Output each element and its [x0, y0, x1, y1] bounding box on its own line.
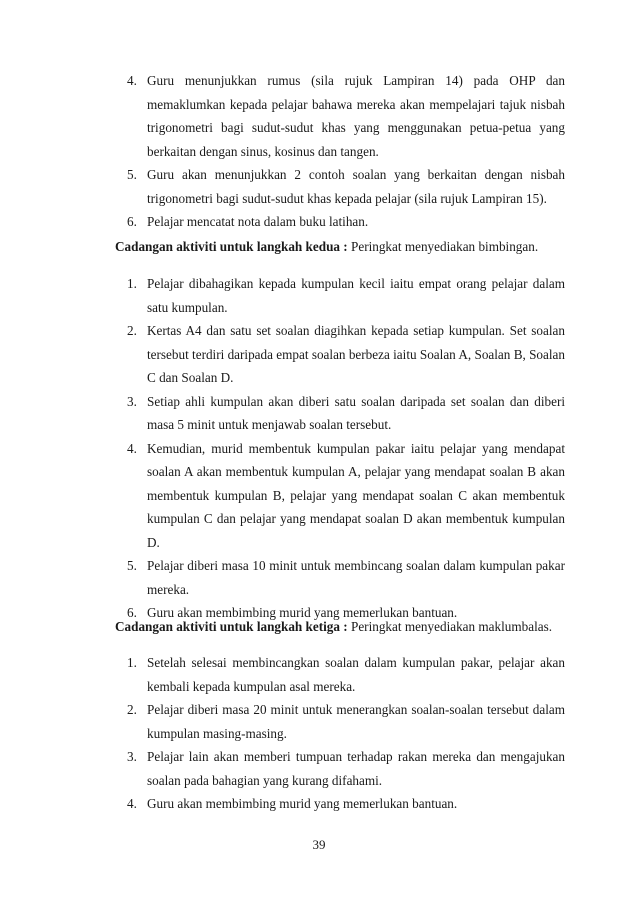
list-item-text: Guru menunjukkan rumus (sila rujuk Lampiran 14) pada OHP dan memaklumkan kepada pelajar bahawa mereka akan mempelajari tajuk nisbah trigonometri bagi sudut-sudut khas yang menggunakan petua-petua yang berkaitan dengan sinus, kosinus dan tangen. — [147, 73, 565, 159]
list-item-text: Pelajar diberi masa 20 minit untuk menerangkan soalan-soalan tersebut dalam kumpulan masing-masing. — [147, 702, 565, 741]
list-item — [115, 319, 565, 390]
list-item-number: 4. — [127, 73, 137, 88]
list-item-text: Kemudian, murid membentuk kumpulan pakar iaitu pelajar yang mendapat soalan A akan membentuk kumpulan A, pelajar yang mendapat soalan B akan membentuk kumpulan B, pelajar yang mendapat soalan C akan membentuk kumpulan C dan pelajar yang mendapat soalan D akan membentuk kumpulan D. — [147, 440, 565, 550]
list-item — [115, 272, 565, 319]
list-item-number: 1. — [127, 276, 137, 291]
list-item-number: 3. — [127, 393, 137, 409]
list-item-number: 5. — [127, 167, 137, 182]
list-item — [115, 698, 565, 745]
section-heading-ketiga — [115, 617, 575, 637]
list-item-number: 1. — [127, 655, 137, 670]
list-item-number: 4. — [127, 796, 137, 811]
list-item — [115, 163, 565, 210]
list-item-text: Pelajar mencatat nota dalam buku latihan. — [147, 214, 369, 229]
page-number: 39 — [312, 837, 326, 852]
list-item-text: Pelajar dibahagikan kepada kumpulan kecil iaitu empat orang pelajar dalam satu kumpulan. — [147, 276, 565, 315]
list-item-text: Kertas A4 dan satu set soalan diagihkan kepada setiap kumpulan. Set soalan tersebut terdiri daripada empat soalan berbeza iaitu Soalan A, Soalan B, Soalan C dan Soalan D. — [147, 323, 565, 385]
list-langkah-pertama — [115, 69, 565, 234]
list-item-number: 5. — [127, 558, 137, 573]
list-item — [115, 792, 565, 816]
list-item-number: 3. — [127, 749, 137, 764]
section-heading-bold: Cadangan aktiviti untuk langkah kedua : — [115, 239, 348, 254]
list-item-number: 4. — [127, 440, 137, 456]
section-heading-bold: Cadangan aktiviti untuk langkah ketiga : — [115, 619, 348, 634]
list-item-number: 2. — [127, 702, 137, 717]
list-item — [115, 69, 565, 163]
list-item — [115, 210, 565, 234]
list-langkah-ketiga — [115, 651, 565, 816]
list-item — [115, 437, 565, 555]
list-item — [115, 390, 565, 437]
list-item-number: 2. — [127, 323, 137, 338]
list-item-text: Pelajar diberi masa 10 minit untuk membincang soalan dalam kumpulan pakar mereka. — [147, 558, 565, 597]
list-item-number: 6. — [127, 214, 137, 229]
section-heading-kedua — [115, 237, 575, 257]
list-item-text: Setiap ahli kumpulan akan diberi satu soalan daripada set soalan dan diberi masa 5 minit untuk menjawab soalan tersebut. — [147, 393, 565, 432]
section-heading-normal: Peringkat menyediakan maklumbalas. — [347, 619, 553, 634]
list-item-text: Guru akan membimbing murid yang memerlukan bantuan. — [147, 605, 458, 620]
list-item — [115, 554, 565, 601]
list-item-text: Pelajar lain akan memberi tumpuan terhadap rakan mereka dan mengajukan soalan pada bahagian yang kurang difahami. — [147, 749, 565, 788]
list-item — [115, 745, 565, 792]
list-langkah-kedua — [115, 272, 565, 625]
list-item-text: Setelah selesai membincangkan soalan dalam kumpulan pakar, pelajar akan kembali kepada kumpulan asal mereka. — [147, 655, 565, 694]
list-item-text: Guru akan menunjukkan 2 contoh soalan yang berkaitan dengan nisbah trigonometri bagi sudut-sudut khas kepada pelajar (sila rujuk Lampiran 15). — [147, 167, 565, 206]
list-item — [115, 651, 565, 698]
list-item-text: Guru akan membimbing murid yang memerlukan bantuan. — [147, 796, 458, 811]
list-item-number: 6. — [127, 605, 137, 620]
section-heading-normal: Peringkat menyediakan bimbingan. — [347, 239, 539, 254]
